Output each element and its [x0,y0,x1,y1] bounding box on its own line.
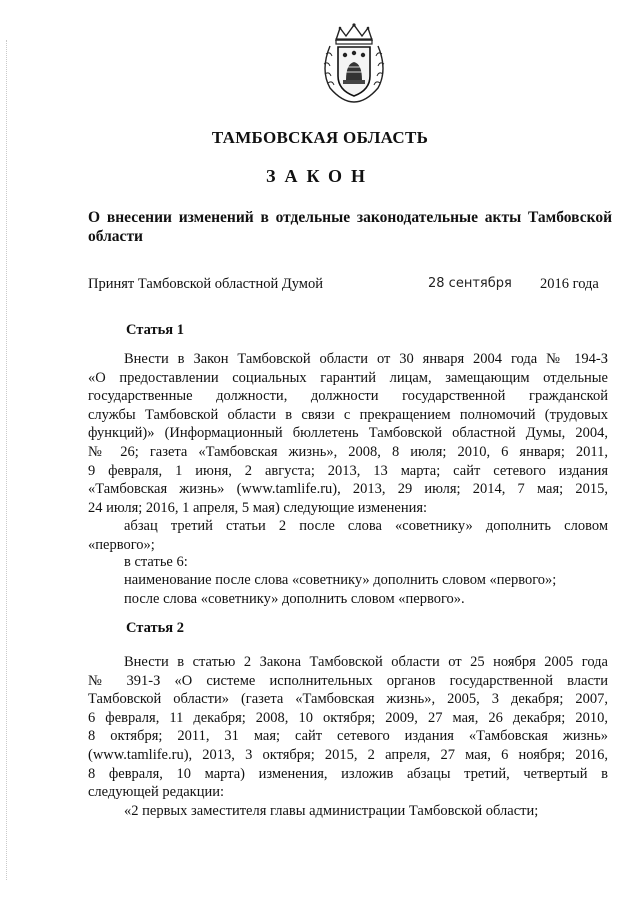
text-line: службы Тамбовской области в связи с прекращением полномочий (трудовых [88,406,608,423]
text-line: (www.tamlife.ru), 2013, 3 октября; 2015, 2 апреля, 27 мая, 6 ноября; 2016, [88,746,608,763]
article-1-item-3: наименование после слова «советнику» дополнить словом «первого»; [124,572,557,588]
article-1-item-4: после слова «советнику» дополнить словом «первого». [124,591,465,607]
article-1-item-1 [88,517,608,554]
text-line: № 391-З «О системе исполнительных органов государственной власти [88,672,608,689]
text-line: «О предоставлении социальных гарантий лицам, замещающим отдельные [88,369,608,386]
tambov-coat-of-arms-icon [318,22,390,104]
article-2-quote: «2 первых заместителя главы администрации Тамбовской области; [124,803,539,819]
article-1-text [88,350,608,517]
text-line: № 26; газета «Тамбовская жизнь», 2008, 8 июля; 2010, 6 января; 2011, [88,443,608,460]
article-2-heading: Статья 2 [126,620,184,636]
text-line: 6 февраля, 11 декабря; 2008, 10 октября; 2009, 27 мая, 26 декабря; 2010, [88,709,608,726]
adoption-label: Принят Тамбовской областной Думой [88,276,323,292]
adoption-year: 2016 года [540,276,599,292]
article-1-heading: Статья 1 [126,322,184,338]
text-line: функций)» (Информационный бюллетень Тамбовской областной Думы, 2004, [88,425,608,442]
adoption-date: 28 сентября [428,276,512,291]
text-line: абзац третий статьи 2 после слова «советнику» дополнить словом [124,518,608,534]
text-line: Внести в статью 2 Закона Тамбовской области от 25 ноября 2005 года [124,654,608,670]
article-2-text [88,653,608,802]
text-line: 9 февраля, 1 июня, 2 августа; 2013, 13 марта; сайт сетевого издания [88,462,608,479]
text-line: 8 октября; 2011, 31 мая; сайт сетевого издания «Тамбовская жизнь» [88,728,608,745]
text-line: «первого»; [88,536,155,553]
text-line: 24 июля; 2016, 1 апреля, 5 мая) следующие изменения: [88,499,428,516]
article-1-item-2: в статье 6: [124,554,188,570]
text-line: следующей редакции: [88,784,225,801]
region-title: ТАМБОВСКАЯ ОБЛАСТЬ [211,128,429,147]
text-line: Тамбовской области» (газета «Тамбовская жизнь», 2005, 3 декабря; 2007, [88,691,608,708]
document-type-title: ЗАКОН [265,166,375,186]
text-line: «Тамбовская жизнь» (www.tamlife.ru), 2013, 29 июля; 2014, 7 мая; 2015, [88,481,608,498]
text-line: Внести в Закон Тамбовской области от 30 января 2004 года № 194-З [124,351,608,367]
text-line: 8 февраля, 10 марта) изменения, изложив абзацы третий, четвертый в [88,765,608,782]
law-subject: О внесении изменений в отдельные законодательные акты Тамбовской области [88,209,612,245]
text-line: государственные должности, должности государственной гражданской [88,388,608,405]
